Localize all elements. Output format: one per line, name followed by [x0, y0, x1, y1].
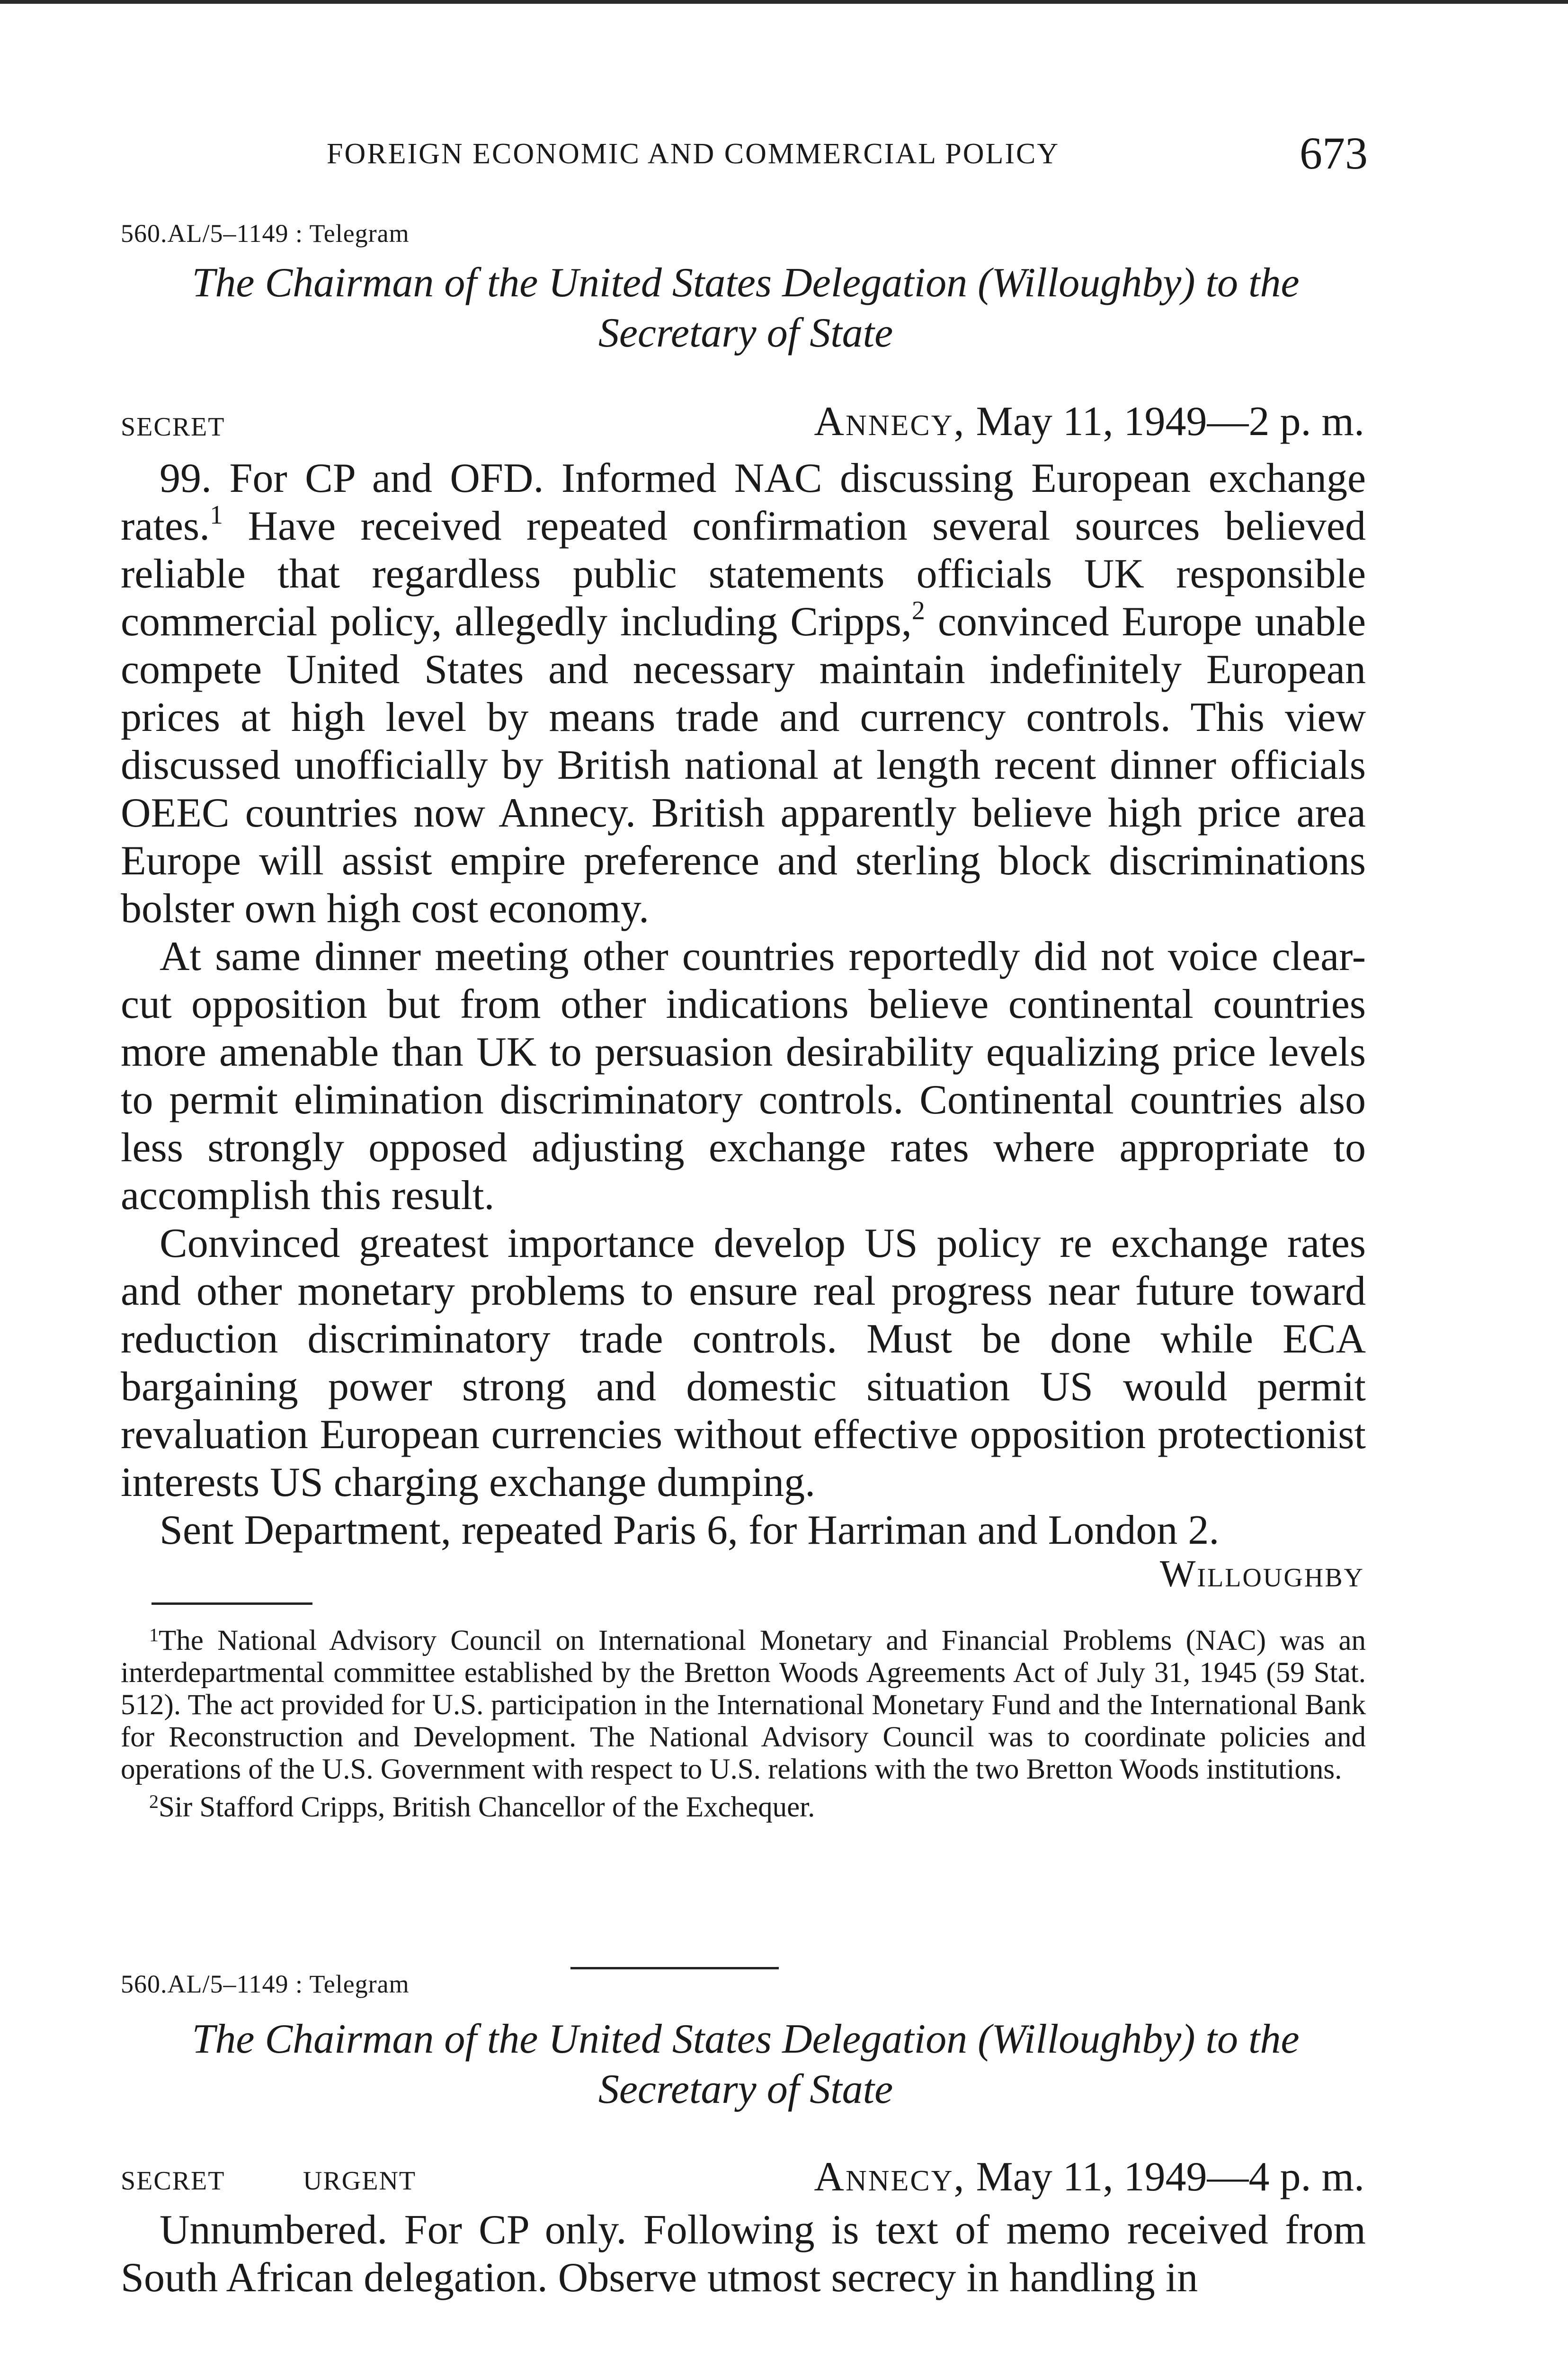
doc1-classification: SECRET [121, 412, 225, 442]
doc2-file-reference: 560.AL/5–1149 : Telegram [121, 1970, 410, 1998]
doc1-paragraph-4: Sent Department, repeated Paris 6, for Harriman and London 2. [160, 1507, 1220, 1553]
doc2-heading-line1: The Chairman of the United States Delegation (Willoughby) to the [192, 2016, 1300, 2062]
doc2-heading-line2: Secretary of State [598, 2066, 893, 2112]
doc2-urgency: URGENT [303, 2166, 417, 2196]
footnote-2-text: Sir Stafford Cripps, British Chancellor of the Exchequer. [159, 1791, 815, 1823]
doc1-p1-part-c: convinced Europe unable compete United States and necessary maintain indefinitely European prices at high level by means trade and currency controls. This view discussed unofficially by British national at length recent dinner officials OEEC countries now Annecy. British apparently believe high price area Europe will assist empire preference and sterling block discriminations bolster own high cost economy. [121, 599, 1366, 932]
doc1-body [121, 454, 1366, 1554]
footnote-rule [151, 1602, 312, 1605]
footnote-ref-2: 2 [911, 596, 925, 625]
doc1-heading [121, 258, 1371, 358]
doc2-heading [121, 2014, 1371, 2114]
footnote-2 [121, 1786, 1366, 1824]
footnote-1-text: The National Advisory Council on International Monetary and Financial Problems (NAC) was an interdepartmental committee established by the Bretton Woods Agreements Act of July 31, 1945 (59 Stat. 512). The act provided for U.S. participation in the International Monetary Fund and the International Bank for Reconstruction and Development. The National Advisory Council was to coordinate policies and operations of the U.S. Government with respect to U.S. relations with the two Bretton Woods institutions. [121, 1625, 1366, 1785]
doc1-date: May 11, 1949—2 p. m. [965, 399, 1364, 445]
top-edge-rule [0, 0, 1568, 4]
doc1-p1-part-a: 99. For CP and OFD. Informed NAC discussing European exchange rates. [121, 455, 1366, 549]
running-head-title: FOREIGN ECONOMIC AND COMMERCIAL POLICY [327, 138, 1060, 170]
footnote-ref-1: 1 [210, 500, 223, 530]
section-divider [570, 1967, 779, 1969]
footnotes [121, 1619, 1366, 1824]
footnote-1 [121, 1619, 1366, 1786]
doc2-body [121, 2206, 1366, 2302]
doc2-dateline [814, 2153, 1364, 2201]
doc1-heading-line1: The Chairman of the United States Delegation (Willoughby) to the [192, 260, 1300, 306]
doc2-place: Annecy, [814, 2154, 966, 2200]
doc1-paragraph-3: Convinced greatest importance develop US policy re exchange rates and other monetary problems to ensure real progress near future toward reduction discriminatory trade controls. Must be done while ECA bargaining power strong and domestic situation US would permit revaluation European currencies without effective opposition protectionist interests US charging exchange dumping. [121, 1220, 1366, 1505]
footnote-2-mark: 2 [149, 1791, 159, 1812]
doc1-dateline [814, 398, 1364, 445]
doc2-classification: SECRET [121, 2166, 225, 2196]
doc2-date: May 11, 1949—4 p. m. [965, 2154, 1364, 2200]
doc1-paragraph-1 [121, 454, 1366, 933]
doc1-file-reference: 560.AL/5–1149 : Telegram [121, 219, 410, 248]
doc1-p1-part-b: Have received repeated confirmation several sources believed reliable that regardless public statements officials UK responsible commercial policy, allegedly including Cripps, [121, 503, 1366, 645]
page-number: 673 [1300, 128, 1368, 178]
doc1-heading-line2: Secretary of State [598, 310, 893, 356]
doc1-paragraph-2: At same dinner meeting other countries reportedly did not voice clear-cut opposition but from other indications believe continental countries more amenable than UK to persuasion desirability equalizing price levels to permit elimination discriminatory controls. Continental countries also less strongly opposed adjusting exchange rates where appropriate to accomplish this result. [121, 934, 1366, 1219]
doc1-signature: Willoughby [1159, 1553, 1364, 1595]
doc1-place: Annecy, [814, 399, 966, 445]
doc2-paragraph-1: Unnumbered. For CP only. Following is text of memo received from South African delegation. Observe utmost secrecy in handling in [121, 2207, 1366, 2301]
footnote-1-mark: 1 [149, 1624, 159, 1646]
